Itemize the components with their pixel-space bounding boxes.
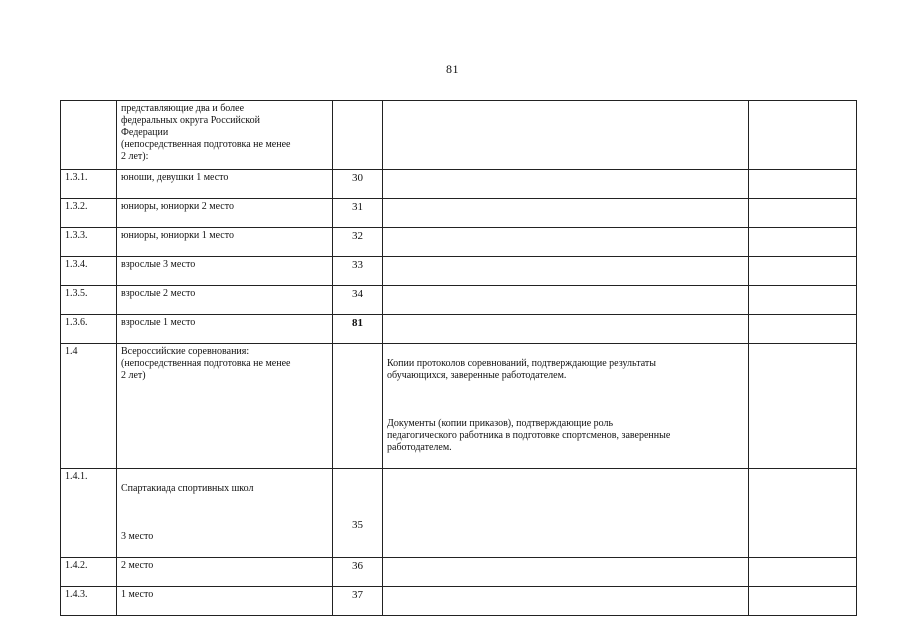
row-number-cell: 1.3.3.: [61, 228, 117, 257]
extra-cell: [749, 257, 857, 286]
table-row: [61, 587, 857, 616]
score-cell: 81: [333, 315, 383, 344]
row-number-cell: [61, 101, 117, 170]
score-cell: [333, 344, 383, 469]
criterion-name-cell: юноши, девушки 1 место: [117, 170, 333, 199]
table-row: [61, 315, 857, 344]
extra-cell: [749, 286, 857, 315]
criterion-title: Спартакиада спортивных школ: [121, 483, 254, 494]
score-cell: 33: [333, 257, 383, 286]
extra-cell: [749, 558, 857, 587]
criterion-name-cell: представляющие два и более федеральных округа Российской Федерации (непосредственная подготовка не менее 2 лет):: [117, 101, 333, 170]
row-number-cell: 1.3.4.: [61, 257, 117, 286]
criterion-name-cell: юниоры, юниорки 2 место: [117, 199, 333, 228]
documents-cell: [383, 587, 749, 616]
row-number-cell: 1.3.5.: [61, 286, 117, 315]
row-number-cell: 1.3.2.: [61, 199, 117, 228]
score-cell: 36: [333, 558, 383, 587]
table-row: [61, 257, 857, 286]
score-cell: 30: [333, 170, 383, 199]
row-number-cell: 1.4: [61, 344, 117, 469]
extra-cell: [749, 344, 857, 469]
score-cell: 34: [333, 286, 383, 315]
documents-cell: [383, 101, 749, 170]
criteria-table: [60, 100, 857, 616]
documents-cell: [383, 558, 749, 587]
table-row: [61, 286, 857, 315]
score-cell: [333, 469, 383, 558]
table-row: [61, 199, 857, 228]
extra-cell: [749, 315, 857, 344]
row-number-cell: 1.4.1.: [61, 469, 117, 558]
extra-cell: [749, 101, 857, 170]
criterion-place: 3 место: [121, 531, 154, 542]
extra-cell: [749, 228, 857, 257]
criterion-name-cell: взрослые 2 место: [117, 286, 333, 315]
score-value: 35: [352, 519, 363, 531]
score-cell: 37: [333, 587, 383, 616]
criterion-name-cell: взрослые 3 место: [117, 257, 333, 286]
criterion-name-cell: 1 место: [117, 587, 333, 616]
documents-paragraph: Копии протоколов соревнований, подтверждающие результаты обучающихся, заверенные работодателем.: [387, 358, 656, 381]
criterion-name-cell: Всероссийские соревнования: (непосредственная подготовка не менее 2 лет): [117, 344, 333, 469]
extra-cell: [749, 170, 857, 199]
table-row: [61, 228, 857, 257]
table-row: [61, 558, 857, 587]
score-cell: [333, 101, 383, 170]
table-row: [61, 469, 857, 558]
criterion-name-cell: взрослые 1 место: [117, 315, 333, 344]
documents-cell: [383, 199, 749, 228]
documents-cell: [383, 170, 749, 199]
row-number-cell: 1.4.2.: [61, 558, 117, 587]
criterion-name-cell: юниоры, юниорки 1 место: [117, 228, 333, 257]
documents-cell: [383, 315, 749, 344]
page-number: 81: [446, 62, 459, 76]
row-number-cell: 1.3.6.: [61, 315, 117, 344]
table-row: [61, 344, 857, 469]
documents-cell: [383, 257, 749, 286]
extra-cell: [749, 469, 857, 558]
score-cell: 32: [333, 228, 383, 257]
criterion-name-cell: 2 место: [117, 558, 333, 587]
documents-paragraph: Документы (копии приказов), подтверждающие роль педагогического работника в подготовке спортсменов, заверенные работодателем.: [387, 418, 671, 453]
score-cell: 31: [333, 199, 383, 228]
row-number-cell: 1.3.1.: [61, 170, 117, 199]
documents-cell: [383, 228, 749, 257]
table-row: [61, 170, 857, 199]
table-row: [61, 101, 857, 170]
extra-cell: [749, 199, 857, 228]
documents-cell: [383, 344, 749, 469]
documents-cell: [383, 286, 749, 315]
criterion-name-cell: [117, 469, 333, 558]
documents-cell: [383, 469, 749, 558]
row-number-cell: 1.4.3.: [61, 587, 117, 616]
extra-cell: [749, 587, 857, 616]
